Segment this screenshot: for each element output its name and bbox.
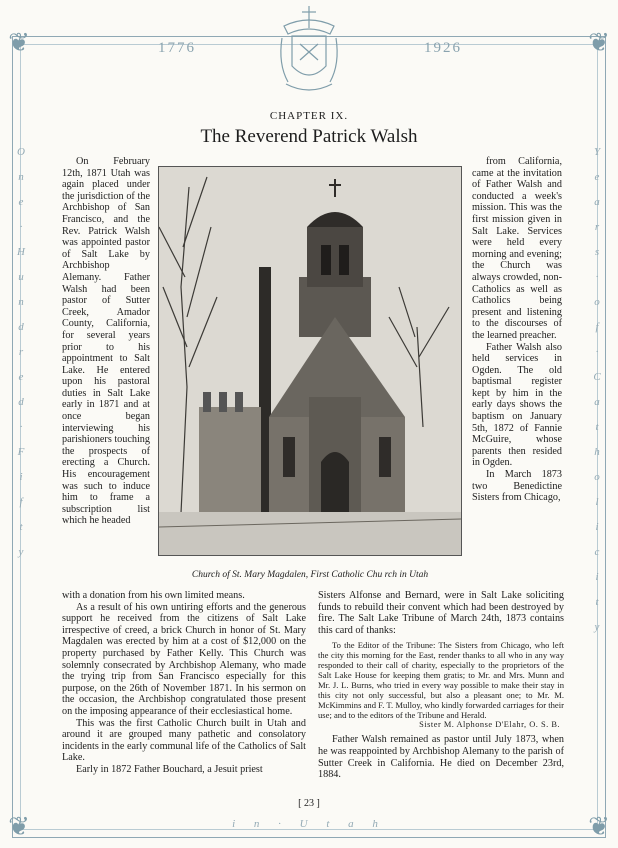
border-letter: t xyxy=(19,521,23,533)
right-column-text xyxy=(472,156,562,504)
border-letter: H xyxy=(17,246,25,258)
border-letter: f xyxy=(595,321,599,333)
border-letter: r xyxy=(594,221,600,233)
border-letter: O xyxy=(17,146,25,158)
bottom-right-paragraph-2: Father Walsh remained as pastor until July 1873, when he was reappointed by Archbishop Alemany to the parish of Sutter Creek in California. He died on December 23rd, 1884. xyxy=(318,734,564,781)
bottom-left-paragraph-4: Early in 1872 Father Bouchard, a Jesuit priest xyxy=(76,763,263,775)
chapter-heading: CHAPTER IX. xyxy=(269,110,349,122)
border-letter: a xyxy=(594,196,600,208)
right-column-paragraph-1: from California, came at the invitation of Father Walsh and conducted a week's mission. This was the first mission given in Salt Lake. Services were held every morning and evening; the Church was always crowded, non-Catholics as well as Catholics being present and listening to the discourses of the learned preacher. xyxy=(472,156,562,341)
border-letter: u xyxy=(18,271,24,283)
year-left: 1776 xyxy=(158,40,196,56)
bottom-right-text xyxy=(318,590,564,781)
bottom-left-paragraph-3: This was the first Catholic Church built in Utah and around it are grouped many pathetic and consolatory incidents in the early communal life of the Catholics of Salt Lake. xyxy=(62,717,306,764)
corner-ornament-icon: ❦ xyxy=(588,28,610,58)
left-column-paragraph: On February 12th, 1871 Utah was again placed under the jurisdiction of the Archbishop of San Francisco, and the Rev. Patrick Walsh was appointed pastor of Salt Lake by Archbishop Alemany. Father Walsh had been pastor of Sutter Creek, Amador County, California, for several years prior to his appointment to Salt Lake. He entered upon his pastoral duties in Salt Lake early in 1871 and at once began interviewing his parishioners touching the prospects of erecting a Church. His encouragement was such to induce him to frame a subscription list which he headed xyxy=(62,156,150,527)
card-signature: Sister M. Alphonse D'Elahr, O. S. B. xyxy=(419,720,560,730)
page-number: [ 23 ] xyxy=(298,798,320,809)
border-letter: · xyxy=(19,221,23,233)
right-border-letters xyxy=(590,140,604,640)
bottom-left-paragraph-2: As a result of his own untiring efforts and the generous support he received from the citizens of Salt Lake irrespective of creed, a brick Church in honor of St. Mary Magdalen was erected by him at a cost of $12,000 on the property purchased by Father Kelly. This Church was solemnly consecrated by Archbishop Alemany, who made the trying trip from San Francisco especially for this purpose, on the 26th of November 1871. In his sermon on the occasion, the Archbishop congratulated those present on the imposing appearance of their ecclesiastical home. xyxy=(62,601,306,717)
right-column-paragraph-2: Father Walsh also held services in Ogden. The old baptismal register kept by him in the early days shows the baptism on January 5th, 1872 of Fannie McGuire, whose parents then resided in Ogden. xyxy=(472,341,562,469)
border-letter: C xyxy=(593,371,601,383)
border-letter: n xyxy=(18,171,24,183)
border-letter: c xyxy=(594,546,600,558)
page-title: The Reverend Patrick Walsh xyxy=(200,126,418,147)
border-letter: e xyxy=(594,171,600,183)
border-letter: n xyxy=(18,296,24,308)
corner-ornament-icon: ❦ xyxy=(8,28,30,58)
photo-caption: Church of St. Mary Magdalen, First Catholic Chu rch in Utah xyxy=(191,570,429,580)
border-letter: d xyxy=(18,321,24,333)
border-letter: y xyxy=(594,621,600,633)
border-letter: f xyxy=(19,496,23,508)
border-letter: · xyxy=(595,346,599,358)
bottom-left-paragraph-1: with a donation from his own limited means. xyxy=(62,590,245,601)
border-letter: e xyxy=(18,371,24,383)
left-border-letters xyxy=(14,140,28,565)
corner-ornament-icon: ❦ xyxy=(8,812,30,842)
border-letter: i xyxy=(19,471,23,483)
border-letter: h xyxy=(594,446,600,458)
card-text: To the Editor of the Tribune: The Sisters from Chicago, who left the city this morning for the East, render thanks to all who in any way responded to their call of charity, especially to the proprietors of the Salt Lake House for keeping them gratis; to Mr. and Mrs. Munn and Mr. J. L. Burns, who tried in every way possible to make their stay in this city not only successful, but also a pleasant one; to Mr. M. McKimmins and F. T. Mulloy, who kindly forwarded carriages for their use; and to the editors of the Tribune and Herald. xyxy=(318,640,564,721)
border-letter: o xyxy=(594,471,600,483)
border-letter: l xyxy=(595,496,599,508)
border-letter: F xyxy=(17,446,25,458)
corner-ornament-icon: ❦ xyxy=(588,812,610,842)
bottom-right-paragraph-1: Sisters Alfonse and Bernard, were in Salt Lake soliciting funds to rebuild their convent which had been destroyed by fire. The Salt Lake Tribune of March 24th, 1873 contains this card of thanks: xyxy=(318,590,564,636)
border-letter: e xyxy=(18,196,24,208)
left-column-text xyxy=(62,156,150,527)
bottom-left-text xyxy=(62,590,306,776)
border-letter: o xyxy=(594,296,600,308)
border-letter: t xyxy=(595,596,599,608)
right-column-paragraph-3: In March 1873 two Benedictine Sisters from Chicago, xyxy=(472,469,562,504)
year-right: 1926 xyxy=(424,40,462,56)
border-letter: r xyxy=(18,346,24,358)
border-letter: y xyxy=(18,546,24,558)
border-letter: t xyxy=(595,421,599,433)
border-letter: i xyxy=(595,521,599,533)
border-letter: i xyxy=(595,571,599,583)
card-of-thanks xyxy=(318,640,564,730)
church-photograph xyxy=(158,166,462,556)
border-letter: s xyxy=(594,246,600,258)
border-letter: · xyxy=(595,271,599,283)
border-letter: a xyxy=(594,396,600,408)
bottom-border-motto: i n · U t a h xyxy=(232,818,386,830)
episcopal-crest-icon xyxy=(274,4,344,100)
border-letter: Y xyxy=(593,146,601,158)
border-letter: d xyxy=(18,396,24,408)
border-letter: · xyxy=(19,421,23,433)
